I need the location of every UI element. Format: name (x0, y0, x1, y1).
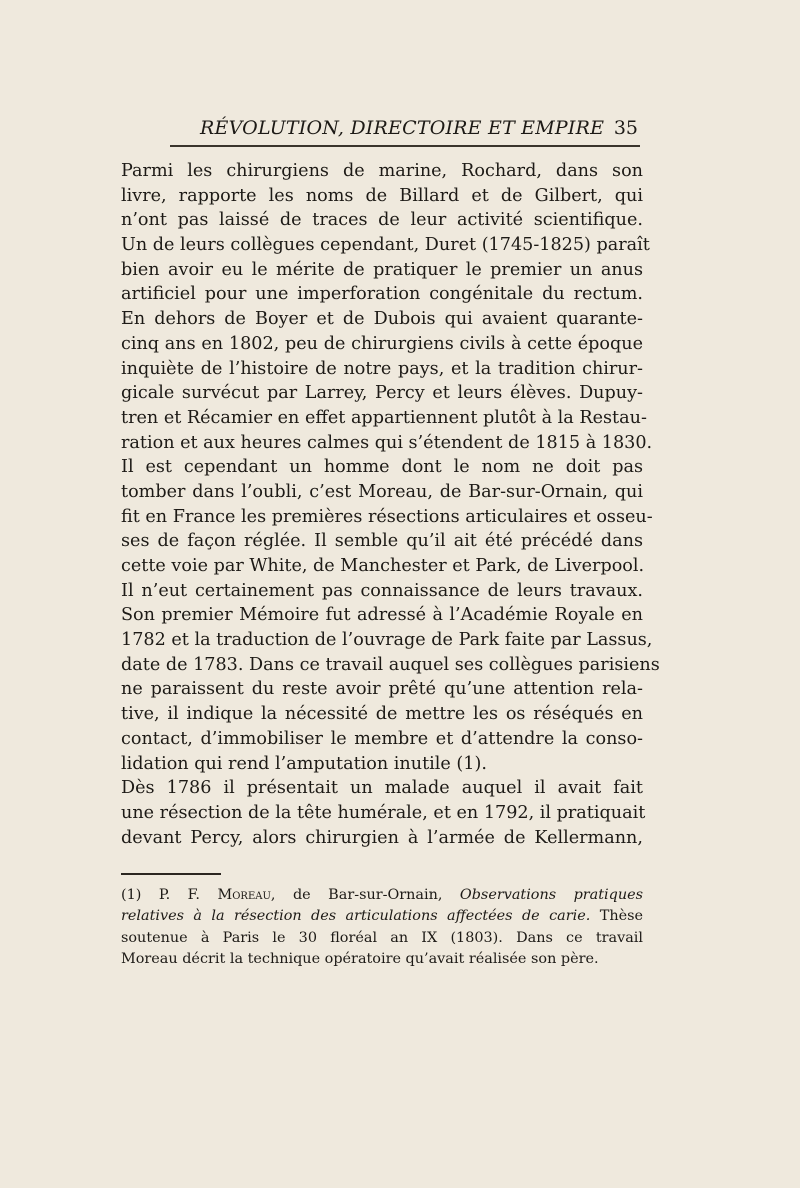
text-line: inquiète de l’histoire de notre pays, et la tradition chirur- (121, 358, 643, 379)
text-line: Dès 1786 il présentait un malade auquel il avait fait (121, 778, 643, 799)
footnote-line2-end: Thèse (599, 908, 644, 925)
footnote-line: soutenue à Paris le 30 floréal an IX (1803). Dans ce travail (121, 929, 643, 946)
footnote-line (121, 885, 643, 906)
text-line: cette voie par White, de Manchester et Park, de Liverpool. (121, 556, 645, 576)
text-line: En dehors de Boyer et de Dubois qui avaient quarante- (121, 309, 643, 330)
body-text (121, 159, 660, 850)
footnote-line (121, 906, 643, 927)
text-line (121, 752, 643, 777)
text-line: tive, il indique la nécessité de mettre les os réséqués en (121, 704, 643, 725)
text-line: artificiel pour une imperforation congénitale du rectum. (121, 284, 643, 305)
footnote-title-part1: Observations pratiques (459, 887, 644, 903)
text-line: gicale survécut par Larrey, Percy et leurs élèves. Dupuy- (121, 383, 643, 404)
text-line: bien avoir eu le mérite de pratiquer le premier un anus (121, 259, 643, 280)
text-line: date de 1783. Dans ce travail auquel ses collègues parisiens (121, 654, 660, 675)
footnote-reference: (1). (456, 753, 487, 774)
running-title: RÉVOLUTION, DIRECTOIRE ET EMPIRE (200, 117, 605, 139)
text-line-content: lidation qui rend l’amputation inutile (121, 753, 451, 774)
text-line: tomber dans l’oubli, c’est Moreau, de Bar-sur-Ornain, qui (121, 481, 643, 502)
header-rule (170, 145, 640, 147)
page-header (170, 117, 640, 145)
footnote-rule (121, 873, 221, 875)
text-line: ration et aux heures calmes qui s’étendent de 1815 à 1830. (121, 432, 653, 453)
text-line: tren et Récamier en effet appartiennent plutôt à la Restau- (121, 407, 647, 428)
footnote-line: Moreau décrit la technique opératoire qu’avait réalisée son père. (121, 950, 599, 967)
page-number: 35 (613, 117, 638, 139)
text-line: une résection de la tête humérale, et en 1792, il pratiquait (121, 802, 646, 823)
footnote-title-part2: relatives à la résection des articulations affectées de carie. (121, 908, 591, 925)
text-line: Son premier Mémoire fut adressé à l’Académie Royale en (121, 605, 643, 626)
text-line: Il n’eut certainement pas connaissance de leurs travaux. (121, 580, 643, 601)
footnote-author-place: , de Bar-sur-Ornain, (270, 887, 443, 903)
footnote-marker: (1) (121, 887, 142, 903)
footnote (121, 885, 643, 970)
text-line: Parmi les chirurgiens de marine, Rochard, dans son (121, 161, 643, 181)
footnote-author-initials: P. F. (158, 887, 201, 903)
text-line: fit en France les premières résections articulaires et osseu- (121, 506, 653, 527)
text-line: devant Percy, alors chirurgien à l’armée de Kellermann, (121, 827, 643, 848)
footnote-author-name: Moreau (217, 887, 271, 903)
text-line: n’ont pas laissé de traces de leur activité scientifique. (121, 210, 643, 231)
text-line: 1782 et la traduction de l’ouvrage de Park faite par Lassus, (121, 630, 653, 651)
text-line: ses de façon réglée. Il semble qu’il ait été précédé dans (121, 531, 643, 552)
text-line: cinq ans en 1802, peu de chirurgiens civils à cette époque (121, 333, 643, 354)
text-line: ne paraissent du reste avoir prêté qu’une attention rela- (121, 679, 643, 700)
text-line: contact, d’immobiliser le membre et d’attendre la conso- (121, 728, 643, 749)
text-line: livre, rapporte les noms de Billard et de Gilbert, qui (121, 185, 643, 206)
text-line: Il est cependant un homme dont le nom ne doit pas (121, 457, 643, 478)
text-line: Un de leurs collègues cependant, Duret (1745-1825) paraît (121, 235, 650, 256)
